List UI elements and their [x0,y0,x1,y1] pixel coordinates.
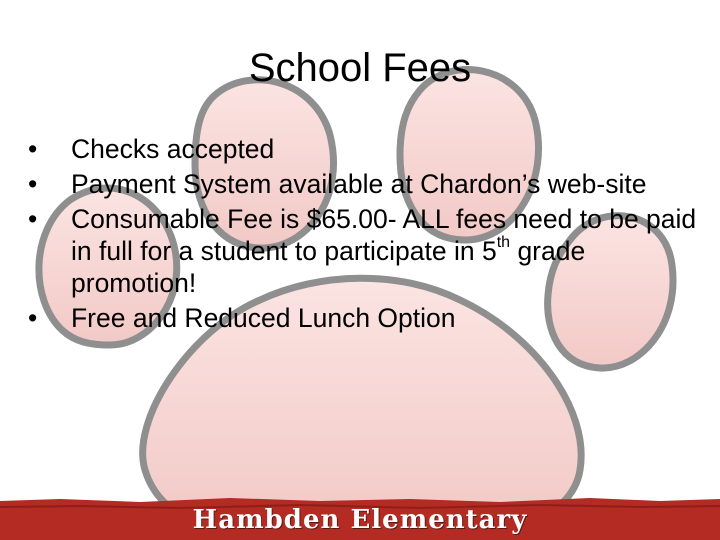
ordinal-superscript: th [496,234,511,252]
bullet-dot: • [28,204,38,234]
bullet-item-consumable-fee [28,203,698,299]
bullet-item-checks [28,133,698,165]
bullet-item-payment-system [28,168,698,200]
bullet-text-main: Consumable Fee is $65.00- ALL fees need to be paid in full for a student to participate in 5 [71,204,697,266]
bullet-text [71,204,696,298]
bullet-text: Free and Reduced Lunch Option [71,303,456,333]
school-name-footer: Hambden Elementary [192,505,528,535]
bullet-text: Payment System available at Chardon’s web-site [71,169,647,199]
slide-title: School Fees [248,46,472,90]
bullet-dot: • [28,303,38,333]
bullet-dot: • [28,169,38,199]
bullet-list [28,133,698,337]
bullet-item-lunch-option [28,302,698,334]
bullet-text: Checks accepted [71,134,275,164]
bullet-dot: • [28,134,38,164]
bullet-text-end: grade promotion! [71,236,586,298]
